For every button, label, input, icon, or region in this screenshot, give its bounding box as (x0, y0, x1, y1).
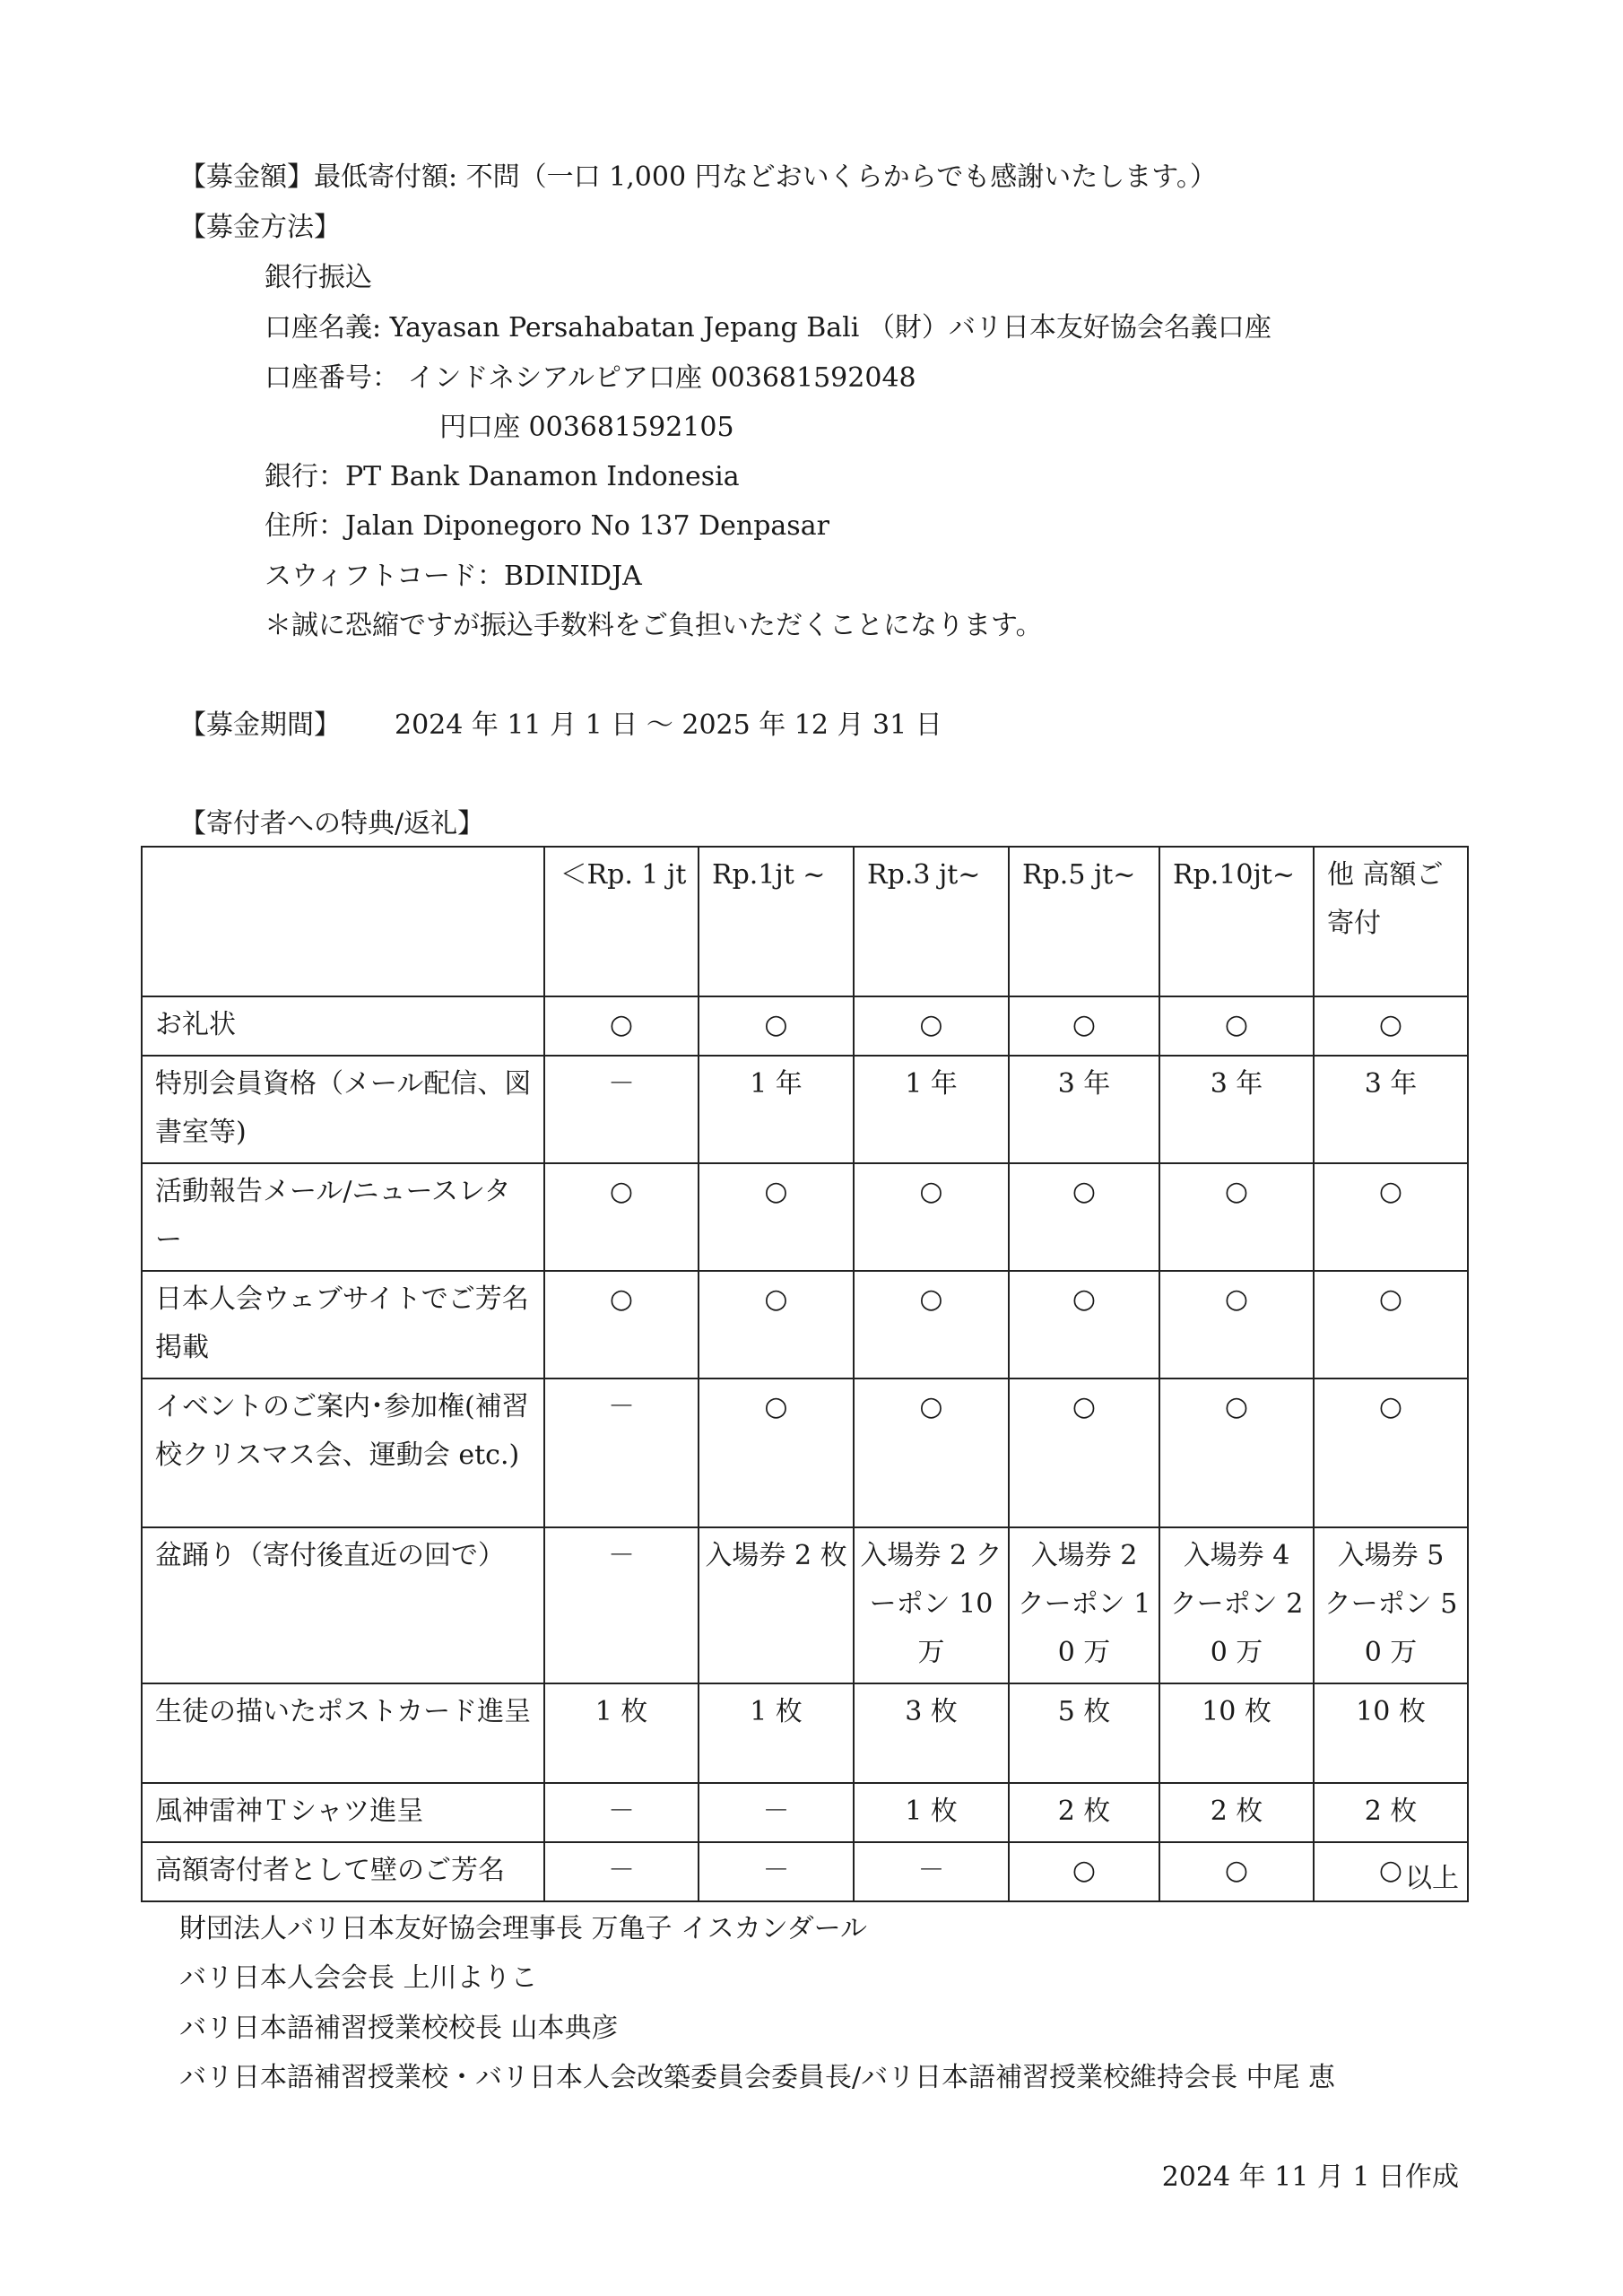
table-cell: 入場券 5 クーポン 50 万 (1314, 1527, 1468, 1683)
table-row (142, 1163, 1468, 1271)
table-cell: 2 枚 (1159, 1783, 1314, 1842)
table-cell: ○ (1314, 1163, 1468, 1271)
table-row (142, 996, 1468, 1056)
benefits-heading: 【寄付者への特典/返礼】 (179, 808, 485, 839)
row-label: 生徒の描いたポストカード進呈 (142, 1683, 544, 1783)
table-cell: ○ (854, 1163, 1009, 1271)
table-cell: － (544, 1527, 699, 1683)
table-cell: ○ (1159, 1163, 1314, 1271)
signature-line: 財団法人バリ日本友好協会理事長 万亀子 イスカンダール (179, 1913, 867, 1944)
table-cell: 入場券 4 クーポン 20 万 (1159, 1527, 1314, 1683)
table-cell: 入場券 2 クーポン 10 万 (1009, 1527, 1159, 1683)
bank-name: 銀行：PT Bank Danamon Indonesia (265, 461, 740, 492)
table-cell: ○ (1009, 996, 1159, 1056)
table-cell: ○ (1009, 1378, 1159, 1527)
table-cell: － (544, 1783, 699, 1842)
table-cell: 1 年 (854, 1056, 1009, 1163)
swift-code: スウィフトコード：BDINIDJA (265, 561, 642, 592)
amount-line: 【募金額】最低寄付額: 不問（一口 1,000 円などおいくらからでも感謝いたします。） (179, 161, 1217, 193)
method-heading: 【募金方法】 (179, 212, 341, 243)
table-row (142, 1056, 1468, 1163)
fee-note: ＊誠に恐縮ですが振込手数料をご負担いただくことになります。 (265, 610, 1043, 641)
header-tier-2: Rp.1jt ~ (699, 847, 854, 996)
signature-line: バリ日本語補習授業校校長 山本典彦 (179, 2013, 619, 2044)
table-cell: ○ (1009, 1271, 1159, 1378)
table-cell: ○ (1009, 1163, 1159, 1271)
table-cell: ○ (1159, 996, 1314, 1056)
row-label: お礼状 (142, 996, 544, 1056)
table-cell: 1 年 (699, 1056, 854, 1163)
table-cell: ○ (854, 996, 1009, 1056)
table-row (142, 1783, 1468, 1842)
table-cell: ○ (1314, 996, 1468, 1056)
period-label: 【募金期間】 (179, 709, 341, 741)
table-cell: 1 枚 (854, 1783, 1009, 1842)
table-cell: － (699, 1842, 854, 1901)
table-cell: ○ (699, 1271, 854, 1378)
table-row (142, 1527, 1468, 1683)
table-cell: ○ (699, 1378, 854, 1527)
table-cell: 10 枚 (1314, 1683, 1468, 1783)
table-cell: 入場券 2 クーポン 10 万 (854, 1527, 1009, 1683)
header-tier-1: ＜Rp. 1 jt (544, 847, 699, 996)
table-cell: ○ (854, 1378, 1009, 1527)
row-label: 風神雷神Ｔシャツ進呈 (142, 1783, 544, 1842)
row-label: 盆踊り（寄付後直近の回で） (142, 1527, 544, 1683)
benefits-table (141, 846, 1469, 1902)
period-value: 2024 年 11 月 1 日 ～ 2025 年 12 月 31 日 (395, 709, 942, 741)
account-name: 口座名義: Yayasan Persahabatan Jepang Bali （財）バリ日本友好協会名義口座 (265, 312, 1271, 344)
row-label: 日本人会ウェブサイトでご芳名掲載 (142, 1271, 544, 1378)
table-cell: ○ (699, 1163, 854, 1271)
table-cell: 1 枚 (544, 1683, 699, 1783)
closing-text: 以上 (1405, 1863, 1459, 1894)
table-cell: ○ (544, 996, 699, 1056)
table-row (142, 1842, 1468, 1901)
row-label: 活動報告メール/ニュースレター (142, 1163, 544, 1271)
created-date: 2024 年 11 月 1 日作成 (1161, 2161, 1459, 2193)
account-number-idr: 口座番号： インドネシアルピア口座 003681592048 (265, 362, 916, 394)
table-cell: 5 枚 (1009, 1683, 1159, 1783)
table-cell: 3 枚 (854, 1683, 1009, 1783)
table-cell: ○ (854, 1271, 1009, 1378)
table-cell: ○ (1314, 1271, 1468, 1378)
header-tier-4: Rp.5 jt~ (1009, 847, 1159, 996)
row-label: 高額寄付者として壁のご芳名 (142, 1842, 544, 1901)
table-cell: 3 年 (1009, 1056, 1159, 1163)
table-cell: ○ (1159, 1378, 1314, 1527)
bank-transfer: 銀行振込 (265, 262, 372, 293)
header-tier-5: Rp.10jt~ (1159, 847, 1314, 996)
table-cell: － (699, 1783, 854, 1842)
table-row (142, 1378, 1468, 1527)
table-cell: ○ (1314, 1842, 1468, 1901)
table-cell: － (544, 1056, 699, 1163)
table-header-row (142, 847, 1468, 996)
table-body (142, 996, 1468, 1901)
bank-address: 住所：Jalan Diponegoro No 137 Denpasar (265, 510, 829, 542)
header-tier-6: 他 高額ご寄付 (1314, 847, 1468, 996)
table-cell: 2 枚 (1314, 1783, 1468, 1842)
table-cell: 3 年 (1159, 1056, 1314, 1163)
table-cell: ○ (1159, 1271, 1314, 1378)
account-number-jpy: 円口座 003681592105 (439, 412, 734, 443)
table-cell: 2 枚 (1009, 1783, 1159, 1842)
table-cell: ○ (1314, 1378, 1468, 1527)
header-tier-3: Rp.3 jt~ (854, 847, 1009, 996)
table-cell: － (854, 1842, 1009, 1901)
table-cell: 3 年 (1314, 1056, 1468, 1163)
table-row (142, 1271, 1468, 1378)
row-label: 特別会員資格（メール配信、図書室等) (142, 1056, 544, 1163)
signature-line: バリ日本語補習授業校・バリ日本人会改築委員会委員長/バリ日本語補習授業校維持会長 中尾 恵 (179, 2062, 1336, 2093)
table-cell: － (544, 1378, 699, 1527)
table-cell: ○ (1009, 1842, 1159, 1901)
table-cell: － (544, 1842, 699, 1901)
table-cell: 入場券 2 枚 (699, 1527, 854, 1683)
table-cell: 1 枚 (699, 1683, 854, 1783)
signature-line: バリ日本人会会長 上川よりこ (179, 1962, 538, 1994)
table-row (142, 1683, 1468, 1783)
table-corner-cell (142, 847, 544, 996)
table-cell: ○ (1159, 1842, 1314, 1901)
table-cell: ○ (699, 996, 854, 1056)
row-label: イベントのご案内･参加権(補習校クリスマス会、運動会 etc.) (142, 1378, 544, 1527)
table-cell: ○ (544, 1271, 699, 1378)
table-cell: ○ (544, 1163, 699, 1271)
table-cell: 10 枚 (1159, 1683, 1314, 1783)
